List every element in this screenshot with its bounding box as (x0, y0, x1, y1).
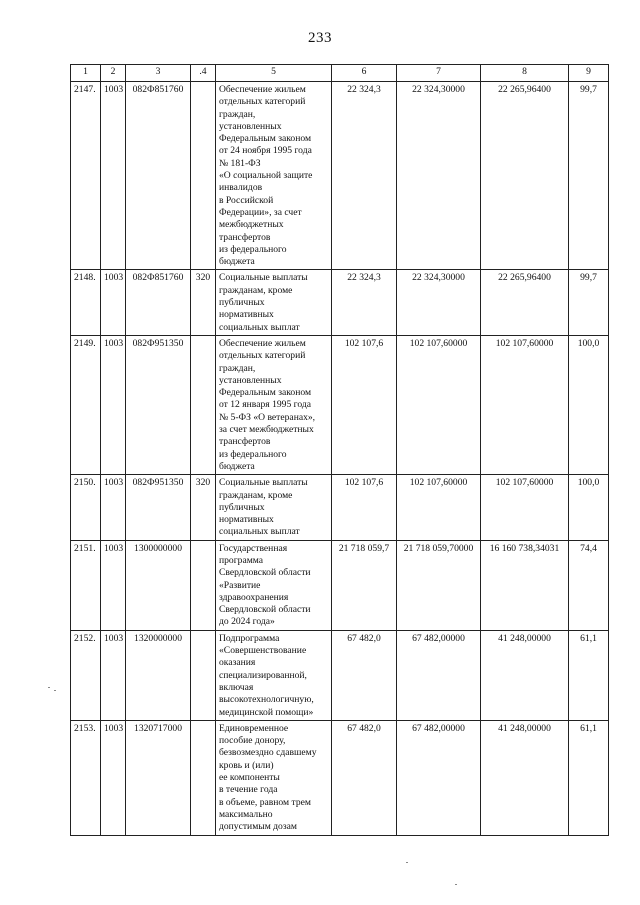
plan-amount: 67 482,0 (332, 630, 397, 720)
section-code: 1003 (101, 720, 126, 835)
refined-amount: 22 324,30000 (397, 270, 481, 335)
target-article-code: 082Ф851760 (126, 270, 191, 335)
execution-percent: 99,7 (569, 270, 609, 335)
table-row (71, 335, 609, 474)
executed-amount: 16 160 738,34031 (481, 540, 569, 630)
page-number: 233 (308, 30, 332, 46)
table-row (71, 540, 609, 630)
table-row (71, 630, 609, 720)
section-code: 1003 (101, 82, 126, 270)
item-name: Единовременное пособие донору, безвозмездно сдавшему кровь и (или) ее компоненты в течение года в объеме, равном трем максимально допустимым дозам (216, 720, 332, 835)
expense-type-code: 320 (191, 475, 216, 540)
executed-amount: 102 107,60000 (481, 475, 569, 540)
plan-amount: 22 324,3 (332, 82, 397, 270)
execution-percent: 99,7 (569, 82, 609, 270)
table-row (71, 720, 609, 835)
expense-type-code (191, 720, 216, 835)
scan-speck (48, 687, 50, 688)
column-header: 5 (216, 65, 332, 82)
column-header: 9 (569, 65, 609, 82)
execution-percent: 100,0 (569, 335, 609, 474)
column-header: .4 (191, 65, 216, 82)
refined-amount: 21 718 059,70000 (397, 540, 481, 630)
target-article-code: 1320000000 (126, 630, 191, 720)
execution-percent: 74,4 (569, 540, 609, 630)
execution-percent: 61,1 (569, 720, 609, 835)
plan-amount: 21 718 059,7 (332, 540, 397, 630)
section-code: 1003 (101, 335, 126, 474)
plan-amount: 102 107,6 (332, 475, 397, 540)
refined-amount: 22 324,30000 (397, 82, 481, 270)
section-code: 1003 (101, 630, 126, 720)
column-header: 2 (101, 65, 126, 82)
section-code: 1003 (101, 270, 126, 335)
section-code: 1003 (101, 540, 126, 630)
plan-amount: 22 324,3 (332, 270, 397, 335)
row-number: 2153. (71, 720, 101, 835)
row-number: 2148. (71, 270, 101, 335)
table-row (71, 270, 609, 335)
column-header: 3 (126, 65, 191, 82)
expense-type-code (191, 335, 216, 474)
target-article-code: 1320717000 (126, 720, 191, 835)
refined-amount: 67 482,00000 (397, 720, 481, 835)
scan-speck (455, 884, 457, 885)
refined-amount: 67 482,00000 (397, 630, 481, 720)
expense-type-code (191, 82, 216, 270)
target-article-code: 082Ф951350 (126, 335, 191, 474)
target-article-code: 082Ф951350 (126, 475, 191, 540)
item-name: Обеспечение жильем отдельных категорий граждан, установленных Федеральным законом от 24 ноября 1995 года № 181-ФЗ «О социальной защите инвалидов в Российской Федерации», за счет межбюджетных трансфертов из федерального бюджета (216, 82, 332, 270)
item-name: Социальные выплаты гражданам, кроме публичных нормативных социальных выплат (216, 270, 332, 335)
executed-amount: 41 248,00000 (481, 630, 569, 720)
executed-amount: 41 248,00000 (481, 720, 569, 835)
item-name: Социальные выплаты гражданам, кроме публичных нормативных социальных выплат (216, 475, 332, 540)
refined-amount: 102 107,60000 (397, 335, 481, 474)
table-header-row (71, 65, 609, 82)
item-name: Государственная программа Свердловской области «Развитие здравоохранения Свердловской области до 2024 года» (216, 540, 332, 630)
execution-percent: 100,0 (569, 475, 609, 540)
expense-type-code: 320 (191, 270, 216, 335)
column-header: 1 (71, 65, 101, 82)
executed-amount: 22 265,96400 (481, 82, 569, 270)
execution-percent: 61,1 (569, 630, 609, 720)
expense-type-code (191, 630, 216, 720)
row-number: 2151. (71, 540, 101, 630)
table-row (71, 475, 609, 540)
item-name: Подпрограмма «Совершенствование оказания специализированной, включая высокотехнологичную, медицинской помощи» (216, 630, 332, 720)
budget-table (70, 64, 609, 836)
row-number: 2152. (71, 630, 101, 720)
row-number: 2147. (71, 82, 101, 270)
target-article-code: 082Ф851760 (126, 82, 191, 270)
row-number: 2149. (71, 335, 101, 474)
expense-type-code (191, 540, 216, 630)
item-name: Обеспечение жильем отдельных категорий граждан, установленных Федеральным законом от 12 января 1995 года № 5-ФЗ «О ветеранах», за счет межбюджетных трансфертов из федерального бюджета (216, 335, 332, 474)
column-header: 6 (332, 65, 397, 82)
executed-amount: 102 107,60000 (481, 335, 569, 474)
row-number: 2150. (71, 475, 101, 540)
refined-amount: 102 107,60000 (397, 475, 481, 540)
column-header: 7 (397, 65, 481, 82)
column-header: 8 (481, 65, 569, 82)
section-code: 1003 (101, 475, 126, 540)
plan-amount: 102 107,6 (332, 335, 397, 474)
scan-speck (54, 690, 56, 691)
plan-amount: 67 482,0 (332, 720, 397, 835)
target-article-code: 1300000000 (126, 540, 191, 630)
table-row (71, 82, 609, 270)
executed-amount: 22 265,96400 (481, 270, 569, 335)
scan-speck (406, 862, 408, 863)
